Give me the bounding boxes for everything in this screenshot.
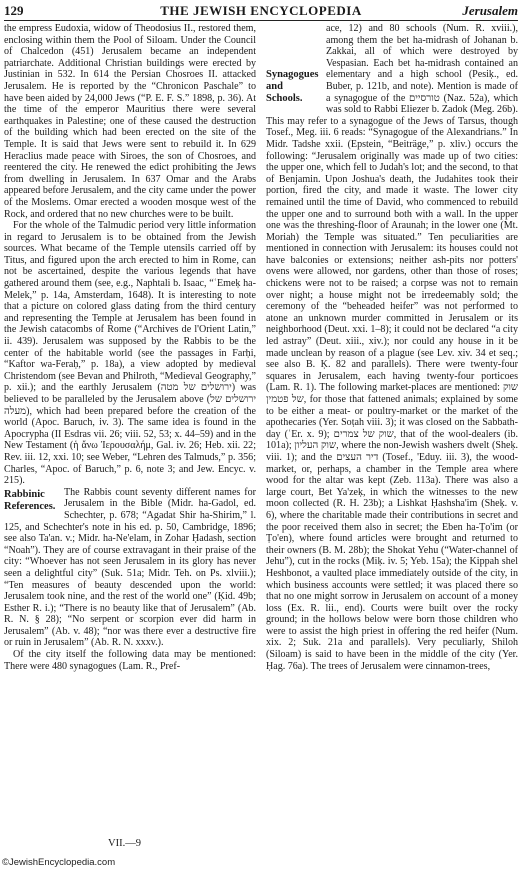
right-column	[266, 23, 518, 672]
page-header	[4, 0, 518, 20]
signature-mark: VII.—9	[108, 838, 141, 849]
paragraph: ace, 12) and 80 schools (Num. R. xviii.), among them the bet ha-midrash of Johanan b. Zakkai, all of which were destroyed by Vespasian. Each bet ha-midrash contained an elementary and a high school (Pesiḳ., ed. Buber, p. 121b, and note). Mention is made of a synagogue of the טורסיים (Naz. 52a), which was sold to Rabbi Eliezer b. Zadok (Meg. 26b). This may refer to a synagogue of the Jews of Tarsus, though Tosef., Meg. iii. 6 reads: “Synagogue of the Alexandrians.” In Midr. Tadshe xxii. (Epstein, “Beiträge,” p. xliv.) occurs the following: “Jerusalem originally was made up of two cities: the upper one, which fell to Judah's lot; and the second, to that of Benjamin. Upon Joshua's death, the Judahites took their portion, fired the city, and made it waste. The lower city remained until the time of David, who commenced to rebuild the upper one and to surround both with a wall. In the upper one was the threshing-floor of Araunah; in the lower one (Mt. Moriah) the Temple was situated.” Ten peculiarities are mentioned in connection with Jerusalem: its houses could not have balconies or extensions; neither ash-pits nor potters' ovens were allowed, nor gardens, other than those of roses; chickens were not to be raised; a corpse was not to remain over night; a house might not be irredeemably sold; the ceremony of the “beheaded heifer” was not performed to atone an unknown murder committed in Jerusalem or its neighborhood (Deut. xxi. 1–8); it could not be declared “a city led astray” (Deut. xiii., xiv.); nor could any house in it be made unclean by reason of a plague (see Lev. xiv. 34 et seq.; see also B. Ḳ. 82 and parallels). There were twenty-four squares in Jerusalem, each having twenty-four porticoes (Lam. R. 1). The following market-places are mentioned: שוק של פטמין, for those that fattened animals; explained by some to be either a meat- or poultry-market or the market of the apothecaries (Yer. Soṭah viii. 3); it was closed on the Sabbath-day (ʿEr. x. 9); שוק של צמרים, that of the wool-dealers (ib. 101a); שוק העליון, where the non-Jewish washers dwelt (Sheḳ. viii. 1); and the דיר העצים (Tosef., 'Eduy. iii. 3), the wood-market, or, perhaps, a chamber in the Temple area where wood for the altar was kept (Zeb. 113a). There was also a large court, Bet Ya'zeḳ, in which the witnesses to the new moon collected (R. H. 23b); a Lishkat Ḥashsha'im (Sheḳ. v. 6), where the charitable made their contributions in secret and the poor received them also in secret; the Eben ha-Ṭo'im (or Ṭo'en), where found articles were brought and returned to their owners (B. M. 28b); the Shokat Yehu (“Water-channel of Jehu”), cut in the rocks (Miḳ. iv. 5; Yeb. 15a); the Kippah shel Heshbonot, a vaulted place immediately outside of the city, in which business accounts were settled; it was placed there so that no one might sorrow in Jerusalem on account of a money loss (Ex. R. lii., end). Courts were built over the rocky ground; in the hollows below were born those children who were to assist the high priest in offering the red heifer (Num. xix. 2; Suk. 21a and parallels). Very peculiarly, Shiloh (Siloam) is said to have been in the middle of the city (Yer. Ḥag. 76a). The trees of Jerusalem were cinnamon-trees,	[266, 23, 519, 672]
page-number: 129	[4, 3, 24, 18]
paragraph: The Rabbis count seventy different names for Jerusalem in the Bible (Midr. ha-Gadol, ed. Schechter, p. 678; “Agadat Shir ha-Shirim,” l. 125, and Schechter's note in his ed. p. 50, Cambridge, 1896; see also Ta'an. v.; Midr. ha-Ne'elam, in Zohar Ḥadash, section “Noah”). They are of course extravagant in their praise of the city: “Whoever has not seen Jerusalem in its glory has never seen a delightful city” (Suk. 51a; Midr. Teh. on Ps. xlviii.); “Ten measures of beauty descended upon the world: Jerusalem took nine, and the rest of the world one” (Ḳid. 49b; Esther R. i.); “There is no beauty like that of Jerusalem” (Ab. R. N. § 28); “No serpent or scorpion ever did harm in Jerusalem” (Ab. v. 48); “nor was there ever a destructive fire or ruin in Jerusalem” (Ab. R. N. xxxv.).	[4, 486, 256, 649]
encyclopedia-title: THE JEWISH ENCYCLOPEDIA	[160, 3, 362, 18]
paragraph: Of the city itself the following data may be mentioned: There were 480 synagogues (Lam. R., Pref-	[4, 649, 256, 672]
source-watermark: ©JewishEncyclopedia.com	[2, 857, 116, 868]
paragraph: For the whole of the Talmudic period very little information in regard to Jerusalem is to be obtained from the Jewish sources. What became of the Temple utensils carried off by Titus, and figured upon the arch erected to him in Rome, can not be ascertained, despite the various legends that have gathered around them (see, e.g., Naphtali b. Isaac, “ʿEmeḳ ha-Melek,” p. 14a, Amsterdam, 1648). It is interesting to note that a picture on colored glass dating from the third century and representing the Temple at Jerusalem has been found in the Jewish catacombs of Rome (“Archives de l'Orient Latin,” ii. 439). Jerusalem was supposed by the Rabbis to be the center of the habitable world (see the passages in Farḥi, “Kaftor wa-Feraḥ,” p. 18a), a view adopted by medieval Christendom (see Bevan and Philroth, “Medieval Geography,” p. xii.); and the earthly Jerusalem (ירושלים של מטה) was believed to be paralleled by the Jerusalem above (ירושלים של מעלה), which had been prepared before the creation of the world (Apoc. Baruch, iv. 3). The same idea is found in the Apocrypha (II Esdras vii. 26; viii. 52, 53; x. 44–59) and in the New Testament (ἡ ἄνω Ἰερουσαλήμ, Gal. iv. 26; Heb. xii. 22; Rev. iii. 12, xxi. 10; see Weber, “Lehren des Talmuds,” p. 356; Charles, “Apoc. of Baruch,” p. 6, note 3; and Jew. Encyc. v. 215).	[4, 220, 257, 487]
sidenote-synagogues-and-schools: Synagogues and Schools.	[266, 69, 319, 104]
header-rule	[4, 20, 518, 21]
running-head: Jerusalem	[462, 3, 518, 18]
paragraph: the empress Eudoxia, widow of Theodosius II., restored them, enclosing within them the Pool of Siloam. Under the Council of Chalcedon (451) Jerusalem became an independent patriarchate. Additional Christian buildings were erected by Justinian in 532. In 614 the Persian Chosroes II. attacked Jerusalem. He is reported by the “Chronicon Paschale” to have been aided by 24,000 Jews (“P. E. F. S.” 1898, p. 36). At the time of the emperor Mauritius there were several earthquakes in Palestine; one of these caused the destruction of the building which had been erected on the site of the Temple. It is said that Jews were sent to rebuild it. In 629 Heraclius made peace with Siroes, the son of Chosroes, and reentered the city. He renewed the edict prohibiting the Jews from dwelling in Jerusalem. In 637 Omar and the Arabs appeared before Jerusalem, and the city came under the power of the Moslems. Omar erected a wooden mosque west of the Rock, and ordered that no new churches were to be built.	[4, 23, 256, 220]
left-column	[4, 23, 256, 672]
sidenote-rabbinic-references: Rabbinic References.	[4, 488, 56, 512]
